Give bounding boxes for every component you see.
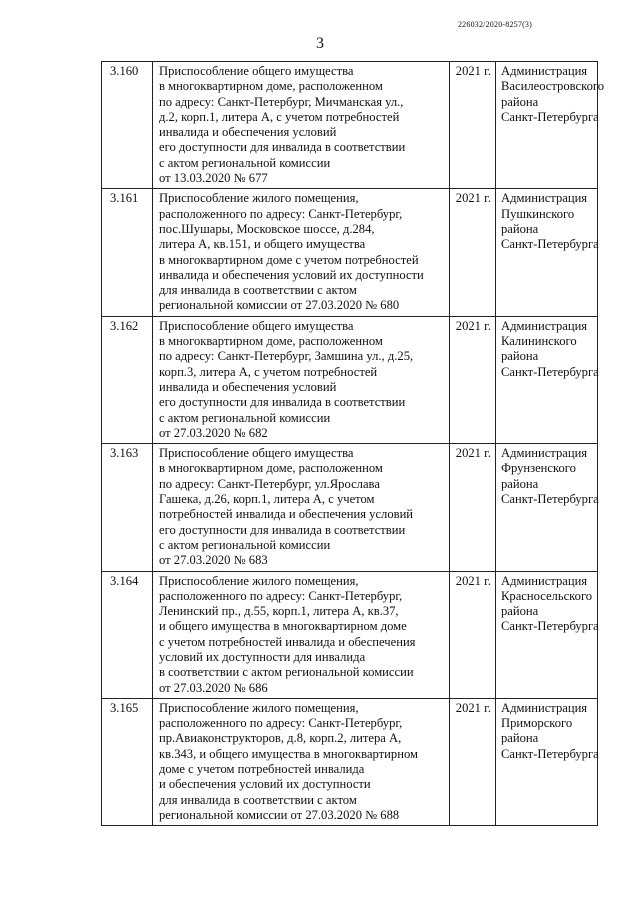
table-row [102, 698, 598, 825]
description-line: и общего имущества в многоквартирном доме [159, 619, 407, 634]
completion-year: 2021 г. [450, 571, 496, 698]
administration-line: Администрация [501, 64, 588, 78]
description-line: инвалида и обеспечения условий [159, 125, 337, 140]
description-line: пос.Шушары, Московское шоссе, д.284, [159, 221, 375, 236]
row-number: 3.162 [102, 316, 153, 443]
row-number: 3.160 [102, 62, 153, 189]
administration-line: района [501, 731, 539, 746]
administration-line: Администрация [501, 446, 588, 461]
description-line: условий их доступности для инвалида [159, 649, 366, 664]
measure-description [153, 444, 450, 571]
description-line: его доступности для инвалида в соответствии [159, 395, 406, 410]
description-line: литера А, кв.151, и общего имущества [159, 237, 366, 252]
administration-line: Санкт-Петербурга [501, 492, 599, 507]
completion-year: 2021 г. [450, 444, 496, 571]
description-line: корп.3, литера А, с учетом потребностей [159, 364, 378, 379]
table-row [102, 189, 598, 316]
description-line: потребностей инвалида и обеспечения условий [159, 507, 414, 522]
description-line: пр.Авиаконструкторов, д.8, корп.2, литера А, [159, 731, 402, 746]
administration-line: Василеостровского [501, 79, 605, 94]
description-line: региональной комиссии от 27.03.2020 № 688 [159, 807, 400, 822]
administration-line: Красносельского [501, 588, 593, 603]
administration-line: района [501, 604, 539, 619]
administration-line: Администрация [501, 700, 588, 715]
description-line: расположенного по адресу: Санкт-Петербург, [159, 716, 403, 731]
measure-description [153, 571, 450, 698]
measures-table-body [102, 62, 605, 826]
description-line: в многоквартирном доме, расположенном [159, 461, 383, 476]
description-line: с актом региональной комиссии [159, 537, 331, 552]
completion-year: 2021 г. [450, 62, 496, 189]
measure-description [153, 189, 450, 316]
table-row [102, 571, 598, 698]
description-line: от 13.03.2020 № 677 [159, 171, 268, 186]
description-line: Гашека, д.26, корп.1, литера А, с учетом [159, 492, 375, 507]
administration-line: Приморского [501, 716, 573, 731]
description-line: от 27.03.2020 № 682 [159, 425, 268, 440]
administration-line: Администрация [501, 573, 588, 588]
table-row [102, 62, 598, 189]
administration-line: района [501, 94, 539, 109]
row-number: 3.161 [102, 189, 153, 316]
administration-line: района [501, 476, 539, 491]
completion-year: 2021 г. [450, 189, 496, 316]
description-line: для инвалида в соответствии с актом [159, 283, 357, 298]
description-line: от 27.03.2020 № 686 [159, 680, 268, 695]
responsible-administration [496, 316, 598, 443]
responsible-administration [496, 62, 605, 189]
description-line: региональной комиссии от 27.03.2020 № 680 [159, 298, 400, 313]
description-line: в многоквартирном доме, расположенном [159, 79, 383, 94]
administration-line: Фрунзенского [501, 461, 576, 476]
description-line: в соответствии с актом региональной комиссии [159, 665, 414, 680]
description-line: кв.343, и общего имущества в многоквартирном [159, 746, 418, 761]
description-line: Приспособление жилого помещения, [159, 191, 359, 206]
administration-line: Санкт-Петербурга [501, 619, 599, 634]
description-line: по адресу: Санкт-Петербург, Мичманская ул., [159, 94, 404, 109]
responsible-administration [496, 189, 598, 316]
description-line: в многоквартирном доме с учетом потребностей [159, 252, 419, 267]
description-line: доме с учетом потребностей инвалида [159, 762, 365, 777]
administration-line: Санкт-Петербурга [501, 364, 599, 379]
responsible-administration [496, 444, 598, 571]
administration-line: Санкт-Петербурга [501, 746, 599, 761]
row-number: 3.165 [102, 698, 153, 825]
description-line: по адресу: Санкт-Петербург, ул.Ярослава [159, 476, 380, 491]
administration-line: Администрация [501, 191, 588, 206]
description-line: его доступности для инвалида в соответствии [159, 140, 406, 155]
description-line: Приспособление жилого помещения, [159, 700, 359, 715]
description-line: Ленинский пр., д.55, корп.1, литера А, кв.37, [159, 604, 399, 619]
description-line: для инвалида в соответствии с актом [159, 792, 357, 807]
description-line: расположенного по адресу: Санкт-Петербург, [159, 588, 403, 603]
description-line: с учетом потребностей инвалида и обеспечения [159, 634, 416, 649]
description-line: Приспособление общего имущества [159, 64, 354, 78]
page-number: 3 [316, 35, 324, 52]
administration-line: Администрация [501, 318, 588, 333]
administration-line: района [501, 349, 539, 364]
description-line: в многоквартирном доме, расположенном [159, 334, 383, 349]
completion-year: 2021 г. [450, 316, 496, 443]
measures-table [101, 61, 605, 826]
table-row [102, 316, 598, 443]
measure-description [153, 316, 450, 443]
description-line: Приспособление жилого помещения, [159, 573, 359, 588]
table-row [102, 444, 598, 571]
administration-line: района [501, 221, 539, 236]
description-line: Приспособление общего имущества [159, 318, 354, 333]
description-line: инвалида и обеспечения условий [159, 379, 337, 394]
description-line: инвалида и обеспечения условий их доступности [159, 267, 424, 282]
description-line: и обеспечения условий их доступности [159, 777, 371, 792]
description-line: Приспособление общего имущества [159, 446, 354, 461]
measure-description [153, 62, 450, 189]
measure-description [153, 698, 450, 825]
responsible-administration [496, 571, 598, 698]
row-number: 3.164 [102, 571, 153, 698]
completion-year: 2021 г. [450, 698, 496, 825]
document-number: 226032/2020-8257(3) [457, 20, 532, 29]
description-line: д.2, корп.1, литера А, с учетом потребностей [159, 109, 400, 124]
description-line: с актом региональной комиссии [159, 155, 331, 170]
description-line: от 27.03.2020 № 683 [159, 553, 268, 568]
description-line: его доступности для инвалида в соответствии [159, 522, 406, 537]
responsible-administration [496, 698, 598, 825]
description-line: расположенного по адресу: Санкт-Петербург, [159, 206, 403, 221]
description-line: с актом региональной комиссии [159, 410, 331, 425]
administration-line: Санкт-Петербурга [501, 109, 599, 124]
description-line: по адресу: Санкт-Петербург, Замшина ул., д.25, [159, 349, 414, 364]
administration-line: Калининского [501, 334, 577, 349]
administration-line: Пушкинского [501, 206, 575, 221]
row-number: 3.163 [102, 444, 153, 571]
administration-line: Санкт-Петербурга [501, 237, 599, 252]
